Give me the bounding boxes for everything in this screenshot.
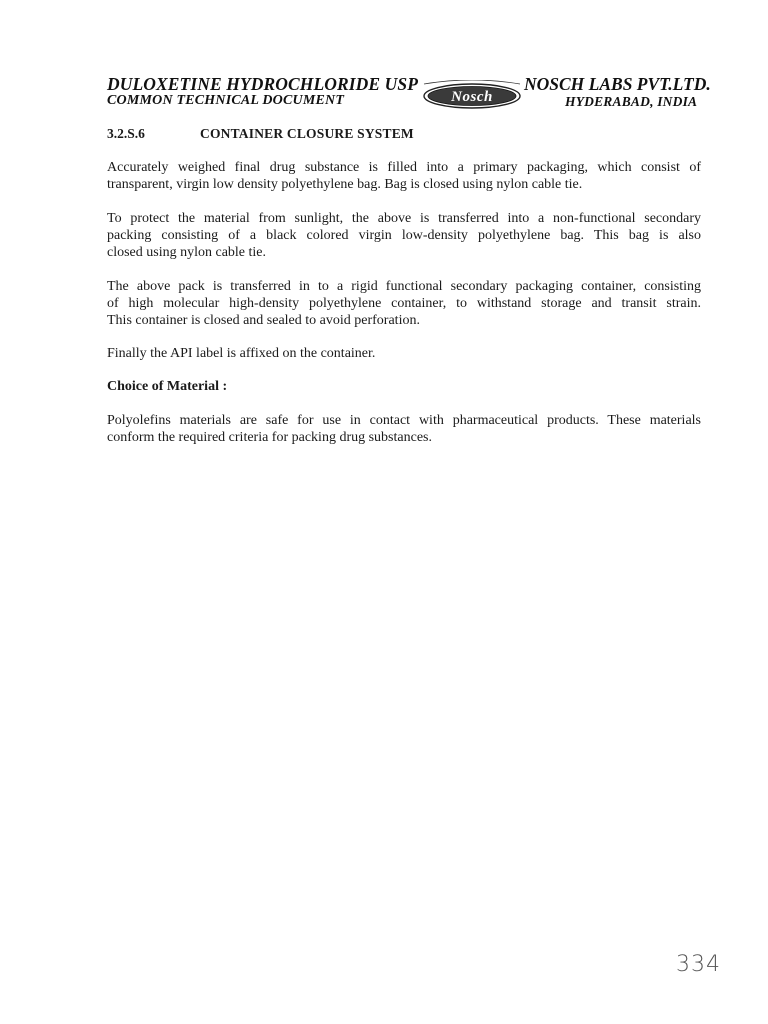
logo-wordmark: Nosch xyxy=(451,89,493,105)
text-line: To protect the material from sunlight, the above is transferred into a non-functional secondary xyxy=(107,211,701,226)
paragraph-rigid-container xyxy=(107,278,701,329)
paragraph-api-label xyxy=(107,345,701,362)
header-company-name: NOSCH LABS PVT.LTD. xyxy=(524,74,711,94)
text-line: packing consisting of a black colored virgin low-density polyethylene bag. This bag is also xyxy=(107,228,701,243)
page-number: 334 xyxy=(676,952,721,977)
choice-of-material-heading: Choice of Material : xyxy=(107,379,228,394)
paragraph-secondary-packing xyxy=(107,210,701,261)
text-line: The above pack is transferred in to a rigid functional secondary packaging container, consisting xyxy=(107,279,701,294)
text-line: Polyolefins materials are safe for use in contact with pharmaceutical products. These materials xyxy=(107,413,701,428)
header-product-title: DULOXETINE HYDROCHLORIDE USP xyxy=(107,74,419,94)
text-line: conform the required criteria for packing drug substances. xyxy=(107,430,432,445)
text-line: This container is closed and sealed to avoid perforation. xyxy=(107,313,420,328)
paragraph-polyolefins xyxy=(107,412,701,446)
text-line: of high molecular high-density polyethylene container, to withstand storage and transit strain. xyxy=(107,296,701,311)
text-line: transparent, virgin low density polyethylene bag. Bag is closed using nylon cable tie. xyxy=(107,177,583,192)
text-line: closed using nylon cable tie. xyxy=(107,245,267,260)
paragraph-primary-packaging xyxy=(107,159,701,193)
text-line: Accurately weighed final drug substance is filled into a primary packaging, which consist of xyxy=(107,160,701,175)
company-logo xyxy=(422,80,522,110)
header-company-location: HYDERABAD, INDIA xyxy=(565,94,698,109)
section-number: 3.2.S.6 xyxy=(107,126,145,141)
section-title: CONTAINER CLOSURE SYSTEM xyxy=(200,126,414,141)
text-line: Finally the API label is affixed on the container. xyxy=(107,346,376,361)
header-document-type: COMMON TECHNICAL DOCUMENT xyxy=(107,93,345,108)
